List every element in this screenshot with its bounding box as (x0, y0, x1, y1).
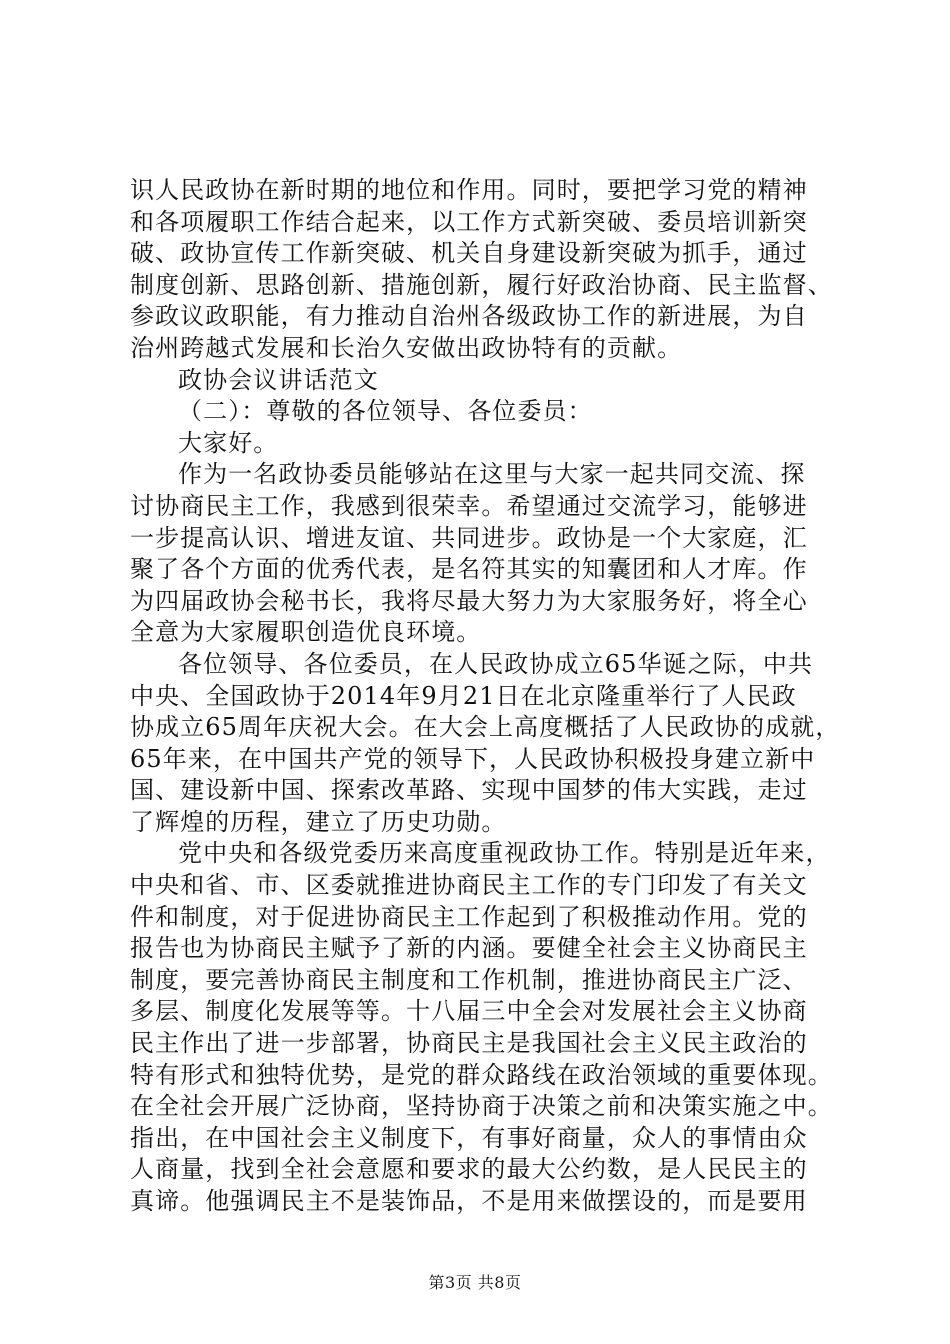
text-line: 在全社会开展广泛协商，坚持协商于决策之前和决策实施之中。 (130, 1092, 833, 1121)
text-line: 为四届政协会秘书长，我将尽最大努力为大家服务好，将全心 (130, 586, 808, 615)
text-line: 各位领导、各位委员，在人民政协成立65华诞之际，中共 (178, 649, 814, 678)
text-line: 党中央和各级党委历来高度重视政协工作。特别是近年来， (178, 839, 831, 868)
text-line: 报告也为协商民主赋予了新的内涵。要健全社会主义协商民主 (130, 934, 808, 963)
text-line: 人商量，找到全社会意愿和要求的最大公约数，是人民民主的 (130, 1155, 808, 1184)
text-line: 全意为大家履职创造优良环境。 (130, 618, 482, 647)
text-line: （二）：尊敬的各位领导、各位委员： (178, 397, 593, 426)
text-line: 65年来，在中国共产党的领导下，人民政协积极投身建立新中 (130, 744, 816, 773)
text-line: 中央和省、市、区委就推进协商民主工作的专门印发了有关文 (130, 871, 808, 900)
text-line: 破、政协宣传工作新突破、机关自身建设新突破为抓手，通过 (130, 239, 808, 268)
text-line: 聚了各个方面的优秀代表，是名符其实的知囊团和人才库。作 (130, 555, 808, 584)
text-line: 和各项履职工作结合起来，以工作方式新突破、委员培训新突 (130, 207, 808, 236)
text-line: 多层、制度化发展等等。十八届三中全会对发展社会主义协商 (130, 997, 808, 1026)
text-line: 讨协商民主工作，我感到很荣幸。希望通过交流学习，能够进 (130, 491, 808, 520)
document-body (130, 175, 841, 1218)
text-line: 作为一名政协委员能够站在这里与大家一起共同交流、探 (178, 460, 806, 489)
text-line: 民主作出了进一步部署，协商民主是我国社会主义民主政治的 (130, 1029, 808, 1058)
text-line: 特有形式和独特优势，是党的群众路线在政治领域的重要体现。 (130, 1060, 833, 1089)
text-line: 政协会议讲话范文 (178, 365, 379, 394)
text-line: 中央、全国政协于2014年9月21日在北京隆重举行了人民政 (130, 681, 797, 710)
text-line: 识人民政协在新时期的地位和作用。同时，要把学习党的精神 (130, 176, 808, 204)
text-line: 一步提高认识、增进友谊、共同进步。政协是一个大家庭，汇 (130, 523, 808, 552)
text-line: 国、建设新中国、探索改革路、实现中国梦的伟大实践，走过 (130, 776, 808, 805)
text-line: 制度创新、思路创新、措施创新，履行好政治协商、民主监督、 (130, 270, 833, 299)
text-line: 参政议政职能，有力推动自治州各级政协工作的新进展，为自 (130, 302, 808, 331)
text-line: 治州跨越式发展和长治久安做出政协特有的贡献。 (130, 333, 683, 362)
page-footer: 第3页 共8页 (428, 1273, 522, 1292)
text-line: 指出，在中国社会主义制度下，有事好商量，众人的事情由众 (130, 1123, 808, 1152)
text-line: 真谛。他强调民主不是装饰品，不是用来做摆设的，而是要用 (130, 1187, 808, 1215)
text-line: 大家好。 (178, 428, 279, 457)
text-line: 制度，要完善协商民主制度和工作机制，推进协商民主广泛、 (130, 965, 808, 994)
text-line: 了辉煌的历程，建立了历史功勋。 (130, 807, 507, 836)
text-line: 件和制度，对于促进协商民主工作起到了积极推动作用。党的 (130, 902, 808, 931)
text-line: 协成立65周年庆祝大会。在大会上高度概括了人民政协的成就， (130, 713, 841, 742)
